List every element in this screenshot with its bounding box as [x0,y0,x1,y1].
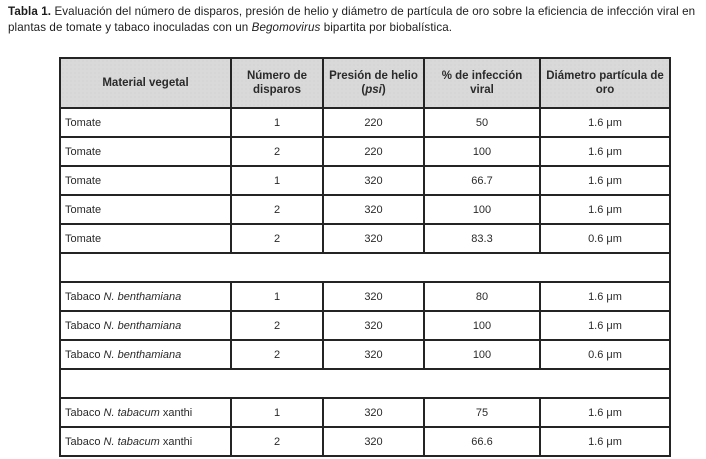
separator-cell [60,369,670,398]
cell-material: Tomate [60,224,231,253]
table-row [60,427,670,456]
table-row [60,108,670,137]
cell-diametro: 0.6 μm [540,340,670,369]
table-row [60,195,670,224]
cell-disparos: 1 [231,166,323,195]
data-table-container [59,57,671,457]
cell-material: Tabaco N. tabacum xanthi [60,427,231,456]
table-row [60,282,670,311]
cell-disparos: 2 [231,427,323,456]
table-row [60,224,670,253]
header-presion-helio: Presión de helio (psi) [323,58,424,108]
separator-row [60,369,670,398]
cell-disparos: 2 [231,311,323,340]
cell-disparos: 2 [231,224,323,253]
header-row [60,58,670,108]
cell-material: Tabaco N. benthamiana [60,282,231,311]
table-row [60,137,670,166]
cell-material: Tabaco N. benthamiana [60,340,231,369]
cell-diametro: 1.6 μm [540,108,670,137]
header-numero-disparos: Número de disparos [231,58,323,108]
cell-material: Tomate [60,195,231,224]
cell-material: Tomate [60,108,231,137]
cell-presion: 320 [323,166,424,195]
cell-diametro: 0.6 μm [540,224,670,253]
cell-presion: 320 [323,340,424,369]
cell-disparos: 1 [231,282,323,311]
caption-text-1: Evaluación del número de disparos, presión de helio y diámetro de partícula de oro sobre la eficiencia de infección viral en plantas de tomate y tabaco inoculadas con un [8,5,696,34]
cell-disparos: 2 [231,340,323,369]
caption-label: Tabla 1. [8,5,52,18]
cell-presion: 320 [323,398,424,427]
cell-diametro: 1.6 μm [540,137,670,166]
cell-diametro: 1.6 μm [540,166,670,195]
cell-presion: 320 [323,224,424,253]
cell-diametro: 1.6 μm [540,282,670,311]
separator-row [60,253,670,282]
cell-presion: 320 [323,195,424,224]
cell-infeccion: 100 [424,195,540,224]
cell-disparos: 2 [231,195,323,224]
cell-infeccion: 100 [424,137,540,166]
cell-infeccion: 50 [424,108,540,137]
separator-cell [60,253,670,282]
cell-disparos: 1 [231,108,323,137]
table-caption [8,4,700,35]
caption-text-2: bipartita por biobalística. [320,20,453,34]
cell-infeccion: 75 [424,398,540,427]
cell-diametro: 1.6 μm [540,195,670,224]
cell-material: Tomate [60,137,231,166]
cell-presion: 320 [323,311,424,340]
header-diametro-particula: Diámetro partícula de oro [540,58,670,108]
header-material-vegetal: Material vegetal [60,58,231,108]
cell-infeccion: 66.6 [424,427,540,456]
results-table [59,57,671,457]
cell-presion: 220 [323,137,424,166]
caption-genus-italic: Begomovirus [251,20,321,34]
header-infeccion-viral: % de infección viral [424,58,540,108]
cell-disparos: 2 [231,137,323,166]
cell-material: Tabaco N. benthamiana [60,311,231,340]
table-row [60,166,670,195]
cell-presion: 320 [323,282,424,311]
table-row [60,311,670,340]
cell-material: Tomate [60,166,231,195]
cell-diametro: 1.6 μm [540,311,670,340]
cell-infeccion: 100 [424,311,540,340]
cell-infeccion: 66.7 [424,166,540,195]
table-row [60,340,670,369]
cell-infeccion: 80 [424,282,540,311]
cell-disparos: 1 [231,398,323,427]
cell-infeccion: 83.3 [424,224,540,253]
cell-presion: 220 [323,108,424,137]
cell-diametro: 1.6 μm [540,398,670,427]
cell-diametro: 1.6 μm [540,427,670,456]
cell-infeccion: 100 [424,340,540,369]
cell-material: Tabaco N. tabacum xanthi [60,398,231,427]
table-row [60,398,670,427]
cell-presion: 320 [323,427,424,456]
